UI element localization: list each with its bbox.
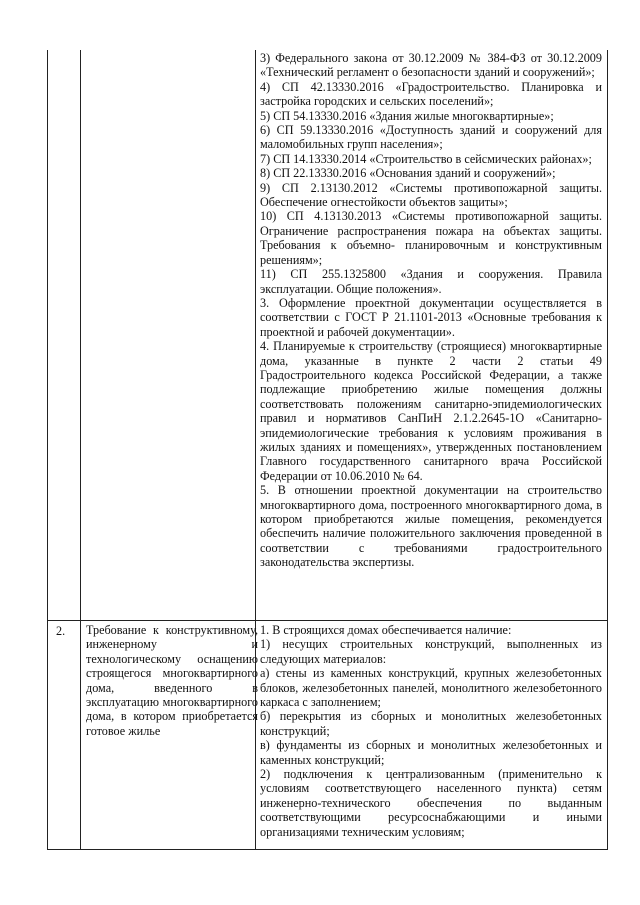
list-item: 9) СП 2.13130.2012 «Системы противопожарной защиты. Обеспечение огнестойкости объектов защиты»; <box>260 180 602 210</box>
list-item: 10) СП 4.13130.2013 «Системы противопожарной защиты. Ограничение распространения пожара на объектах защиты. Требования к объемно- планировочным и конструктивным решениям»; <box>260 209 602 267</box>
row-divider <box>48 620 607 621</box>
list-item: а) стены из каменных конструкций, крупных железобетонных блоков, железобетонных панелей, монолитного железобетонного каркаса с заполнением; <box>260 666 602 710</box>
paragraph: 3. Оформление проектной документации осуществляется в соответствии с ГОСТ Р 21.1101-2013 «Основные требования к проектной и рабочей документации». <box>260 295 602 339</box>
paragraph: 5. В отношении проектной документации на строительство многоквартирного дома, построенного многоквартирного дома, в котором приобретаются жилые помещения, рекомендуется обеспечить наличие положительного заключения проведенной в соответствии с требованиями градостроительного законодательства экспертизы. <box>260 483 602 570</box>
row2-number: 2. <box>56 624 66 638</box>
list-item: в) фундаменты из сборных и монолитных железобетонных и каменных конструкций; <box>260 738 602 767</box>
list-item: 3) Федерального закона от 30.12.2009 № 384-ФЗ от 30.12.2009 «Технический регламент о безопасности зданий и сооружений»; <box>260 51 602 80</box>
list-item: 5) СП 54.13330.2016 «Здания жилые многоквартирные»; <box>260 108 554 123</box>
paragraph: 1. В строящихся домах обеспечивается наличие: <box>260 623 512 637</box>
list-item: 7) СП 14.13330.2014 «Строительство в сейсмических районах»; <box>260 151 592 166</box>
list-item: 1) несущих строительных конструкций, выполненных из следующих материалов: <box>260 637 602 666</box>
column-divider-1 <box>80 50 81 850</box>
list-item: 6) СП 59.13330.2016 «Доступность зданий и сооружений для маломобильных групп населения»; <box>260 123 602 152</box>
paragraph: 4. Планируемые к строительству (строящиеся) многоквартирные дома, указанные в пункте 2 части 2 статьи 49 Градостроительного кодекса Российской Федерации, а также подлежащие приобретению жилые помещения должны соответствовать положениям санитарно-эпидемиологических правил и нормативов СанПиН 2.1.2.2645-1О «Санитарно- эпидемиологические требования к условиям проживания в жилых зданиях и помещениях», утвержденных постановлением Главного государственного санитарного врача Российской Федерации от 10.06.2010 № 64. <box>260 339 602 483</box>
requirements-table <box>47 50 608 850</box>
row2-requirement: Требование к конструктивному, инженерному и технологическому оснащению строящегося многоквартирного дома, введенного в эксплуатацию многоквартирного дома, в котором приобретается готовое жилье <box>86 623 258 738</box>
list-item: 11) СП 255.1325800 «Здания и сооружения. Правила эксплуатации. Общие положения». <box>260 267 602 296</box>
table-bottom-edge <box>48 849 607 850</box>
list-item: 2) подключения к централизованным (применительно к условиям соответствующего населенного пункта) сетям инженерно-технического обеспечения по выданным соответствующими ресурсоснабжающими и иными организациями техническим условиям; <box>260 767 602 839</box>
list-item: 8) СП 22.13330.2016 «Основания зданий и сооружений»; <box>260 166 556 181</box>
row2-content-cell <box>260 623 602 839</box>
list-item: 4) СП 42.13330.2016 «Градостроительство. Планировка и застройка городских и сельских поселений»; <box>260 79 602 109</box>
list-item: б) перекрытия из сборных и монолитных железобетонных конструкций; <box>260 709 602 738</box>
row1-content-cell <box>260 51 602 570</box>
